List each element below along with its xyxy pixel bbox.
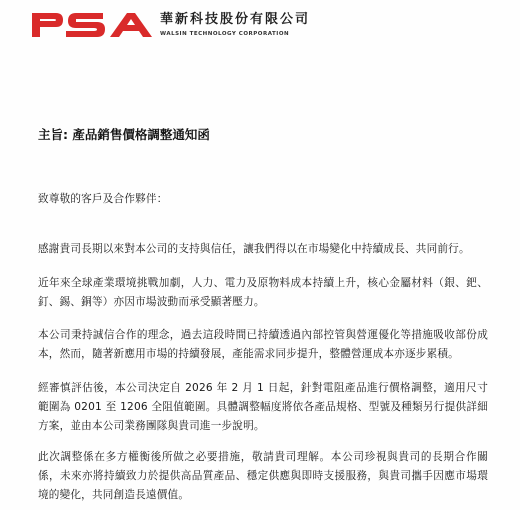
greeting: 致尊敬的客戶及合作夥伴： xyxy=(38,193,168,205)
paragraph-2: 近年來全球產業環境挑戰加劇，人力、電力及原物料成本持續上升，核心金屬材料（銀、鈀、釘、錫、銅等）亦因市場波動而承受顯著壓力。 xyxy=(38,277,488,308)
paragraph-1: 感謝貴司長期以來對本公司的支持與信任，讓我們得以在市場變化中持續成長、共同前行。 xyxy=(38,243,470,255)
company-name: 華新科技股份有限公司 xyxy=(160,12,311,27)
logo-mark xyxy=(32,13,152,37)
company-name-en: WALSIN TECHNOLOGY CORPORATION xyxy=(160,31,290,37)
subject-line: 主旨: 產品銷售價格調整通知函 xyxy=(38,127,210,142)
company-info xyxy=(160,12,400,38)
company-logo xyxy=(30,10,155,40)
paragraph-4: 經審慎評估後，本公司決定自 2026 年 2 月 1 日起，針對電阻產品進行價格調整，適用尺寸範圍為 0201 至 1206 全阻值範圍。具體調整幅度將依各產品規格、型號及種類另行提供詳細方案，並由本公司業務團隊與貴司進一步說明。 xyxy=(38,382,488,432)
paragraph-5: 此次調整係在多方權衡後所做之必要措施，敬請貴司理解。本公司珍視與貴司的長期合作關係，未來亦將持續致力於提供高品質產品、穩定供應與即時支援服務，與貴司攜手因應市場環境的變化，共同創造長遠價值。 xyxy=(38,451,488,501)
paragraph-3: 本公司秉持誠信合作的理念，過去這段時間已持續透過內部控管與營運優化等措施吸收部份成本，然而，隨著新應用市場的持續發展，產能需求同步提升，整體營運成本亦逐步累積。 xyxy=(38,329,488,360)
